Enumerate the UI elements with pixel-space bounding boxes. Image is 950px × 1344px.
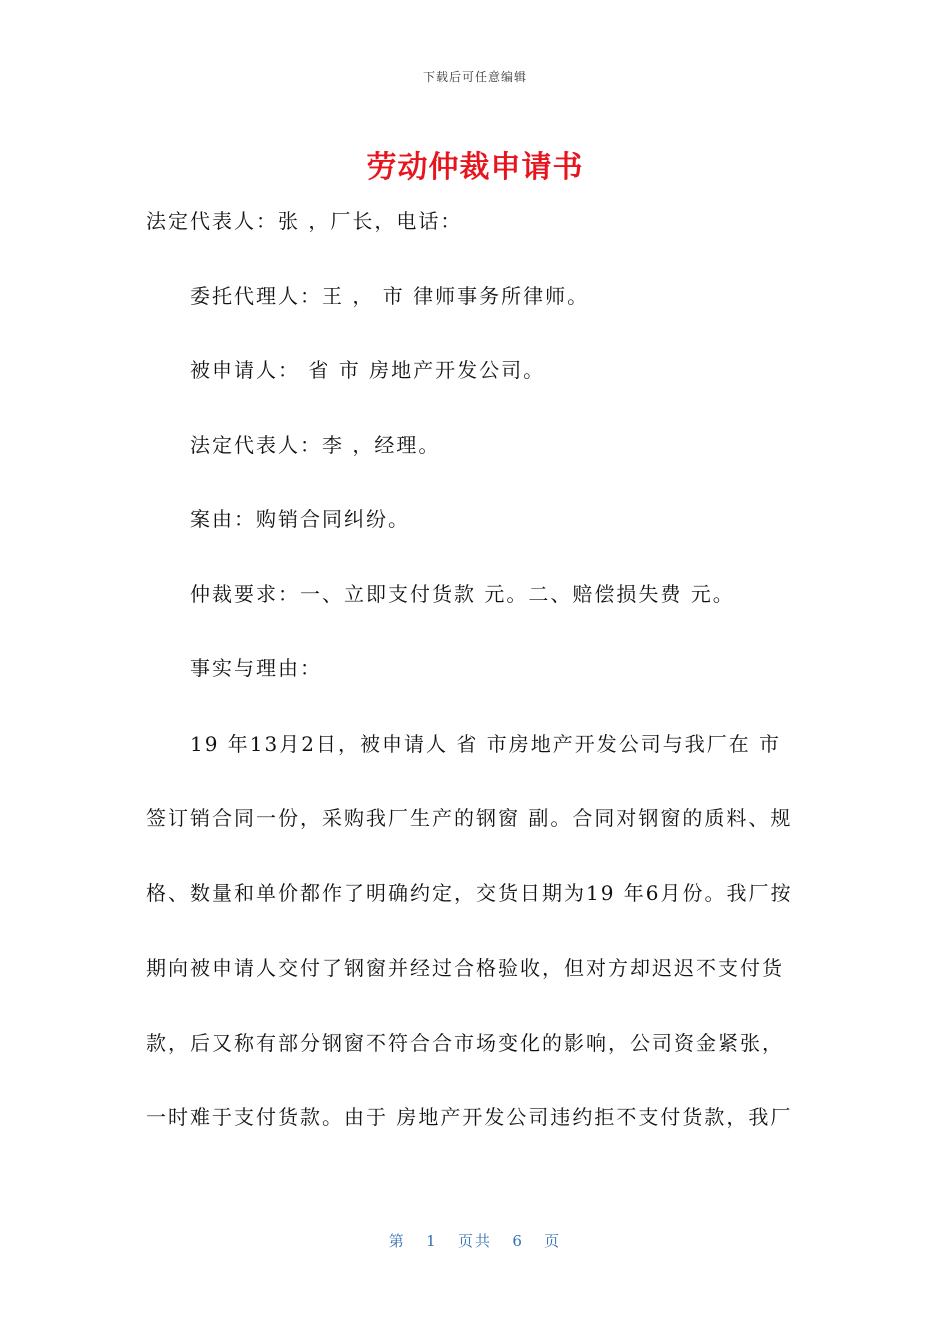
paragraph-line: 一时难于支付货款。由于 房地产开发公司违约拒不支付货款，我厂 — [146, 1105, 793, 1129]
page-label-mid: 页共 — [457, 1232, 492, 1250]
paragraph-line: 被申请人： 省 市 房地产开发公司。 — [190, 358, 546, 382]
paragraph-line: 委托代理人：王 ， 市 律师事务所律师。 — [190, 284, 590, 308]
total-pages: 6 — [512, 1232, 524, 1250]
paragraph-line: 案由：购销合同纠纷。 — [190, 507, 410, 531]
page-label-suffix: 页 — [544, 1232, 562, 1250]
page-number: 1 — [426, 1232, 438, 1250]
document-title: 劳动仲裁申请书 — [366, 150, 584, 185]
paragraph-line: 法定代表人：李 ，经理。 — [190, 433, 441, 457]
page-footer — [0, 1230, 950, 1251]
paragraph-line: 19 年13月2日，被申请人 省 市房地产开发公司与我厂在 市 — [190, 732, 782, 756]
paragraph-line: 事实与理由： — [190, 656, 322, 680]
paragraph-line: 期向被申请人交付了钢窗并经过合格验收，但对方却迟迟不支付货 — [146, 956, 784, 980]
paragraph-line: 签订销合同一份，采购我厂生产的钢窗 副。合同对钢窗的质料、规 — [146, 806, 793, 830]
header-note: 下载后可任意编辑 — [422, 70, 527, 84]
paragraph-line: 仲裁要求：一、立即支付货款 元。二、赔偿损失费 元。 — [190, 582, 735, 606]
page-label-prefix: 第 — [388, 1232, 406, 1250]
paragraph-line: 法定代表人：张 ，厂长，电话： — [146, 209, 463, 233]
paragraph-line: 格、数量和单价都作了明确约定，交货日期为19 年6月份。我厂按 — [146, 881, 793, 905]
paragraph-line: 款，后又称有部分钢窗不符合合市场变化的影响，公司资金紧张， — [146, 1031, 784, 1055]
